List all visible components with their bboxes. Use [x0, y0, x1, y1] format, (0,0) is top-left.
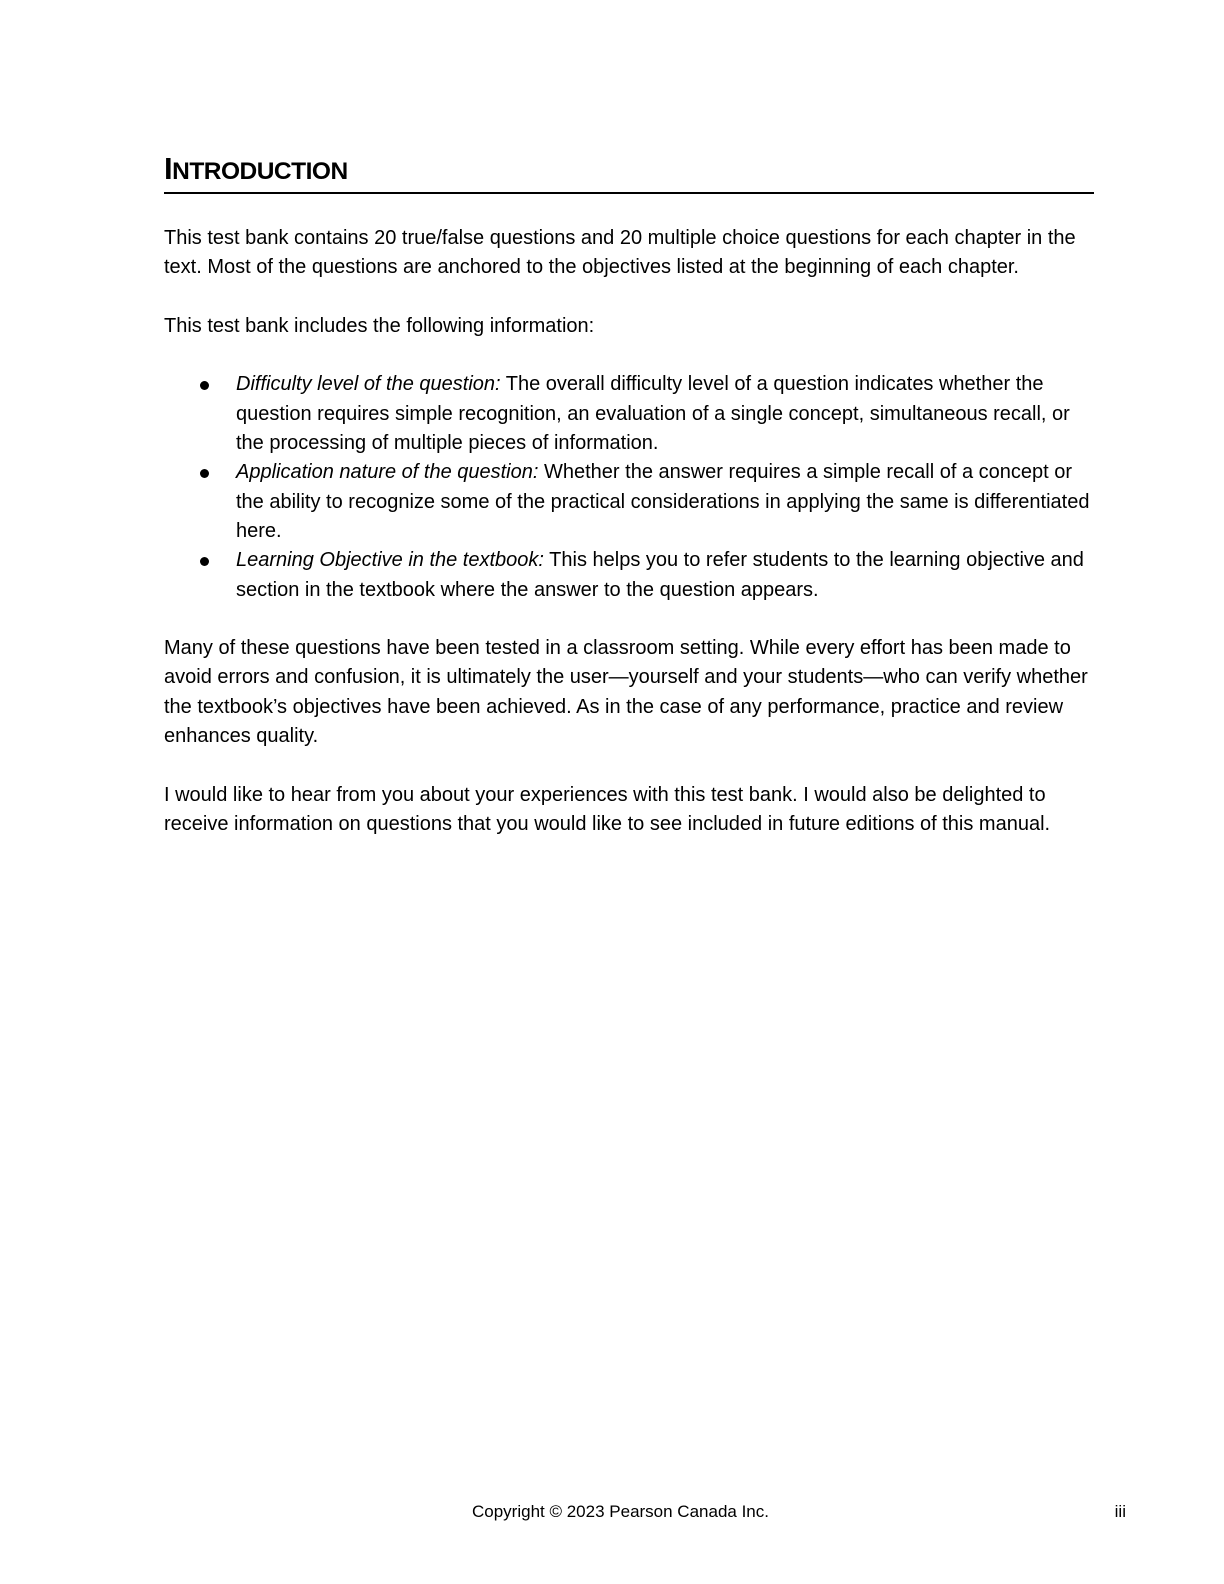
list-item [164, 370, 1096, 458]
list-item-text: This helps you to refer students to the learning objective and section in the textbook where the answer to the question appears. [236, 549, 1084, 601]
list-item-text: Whether the answer requires a simple recall of a concept or the ability to recognize some of the practical considerations in applying the same is differentiated here. [236, 461, 1090, 542]
body-text [164, 224, 1096, 869]
bullet-icon [200, 469, 209, 478]
page-title [164, 151, 348, 187]
list-item [164, 546, 1096, 605]
intro-paragraph: This test bank contains 20 true/false questions and 20 multiple choice questions for each chapter in the text. Most of the questions are anchored to the objectives listed at the beginning of each chapter. [164, 227, 1076, 279]
list-item-term: Application nature of the question: [236, 461, 539, 484]
title-rest: NTRODUCTION [172, 158, 348, 185]
title-initial: I [164, 151, 173, 186]
bullet-icon [200, 381, 209, 390]
testing-paragraph: Many of these questions have been tested in a classroom setting. While every effort has been made to avoid errors and confusion, it is ultimately the user—yourself and your students—who can verify whether the textbook’s objectives have been achieved. As in the case of any performance, practice and review enhances quality. [164, 637, 1088, 748]
list-item-term: Learning Objective in the textbook: [236, 549, 544, 572]
footer-copyright: Copyright © 2023 Pearson Canada Inc. [472, 1502, 769, 1521]
list-item-text: The overall difficulty level of a question indicates whether the question requires simple recognition, an evaluation of a single concept, simultaneous recall, or the processing of multiple pieces of information. [236, 373, 1070, 455]
bullet-icon [200, 557, 209, 566]
includes-paragraph: This test bank includes the following information: [164, 314, 595, 337]
feedback-paragraph: I would like to hear from you about your experiences with this test bank. I would also be delighted to receive information on questions that you would like to see included in future editions of this manual. [164, 783, 1051, 835]
list-item [164, 458, 1096, 546]
list-item-term: Difficulty level of the question: [236, 373, 501, 396]
section-heading [164, 148, 1094, 194]
info-list [164, 370, 1096, 604]
page-number: iii [1114, 1502, 1126, 1521]
